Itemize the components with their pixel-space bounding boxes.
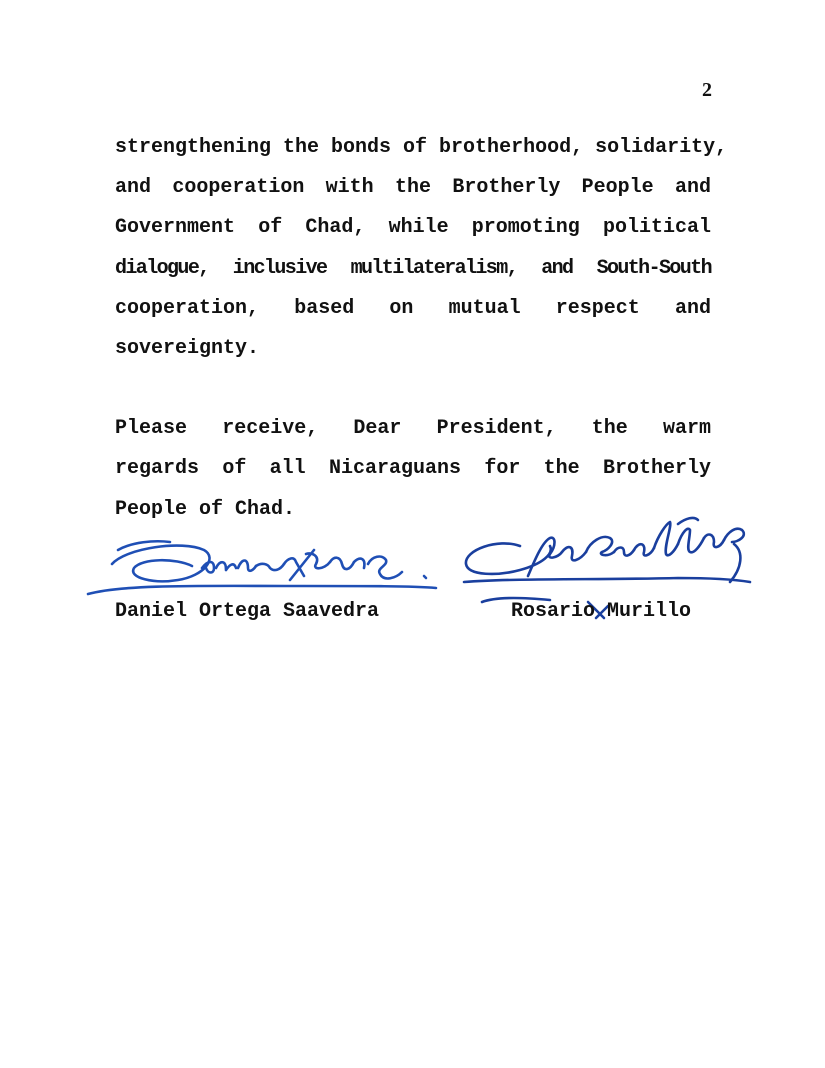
body-line: Please receive, Dear President, the warm	[115, 417, 711, 441]
letter-body	[115, 128, 728, 530]
body-line: Government of Chad, while promoting political	[115, 216, 711, 240]
body-line: cooperation, based on mutual respect and	[115, 296, 711, 320]
signatory-name-ortega: Daniel Ortega Saavedra	[115, 600, 380, 623]
body-line: People of Chad.	[115, 497, 296, 521]
body-line: sovereignty.	[115, 336, 260, 360]
body-line: and cooperation with the Brotherly People and	[115, 176, 711, 200]
body-line: regards of all Nicaraguans for the Brotherly	[115, 457, 711, 481]
body-line: strengthening the bonds of brotherhood, solidarity,	[115, 136, 728, 159]
signatory-name-murillo: Rosario Murillo	[511, 600, 692, 623]
ortega-signature	[84, 528, 444, 608]
page-number: 2	[702, 79, 712, 101]
body-paragraph-2	[115, 409, 711, 530]
body-line: dialogue, inclusive multilateralism, and South-South	[115, 256, 711, 280]
body-paragraph-1	[115, 128, 728, 369]
